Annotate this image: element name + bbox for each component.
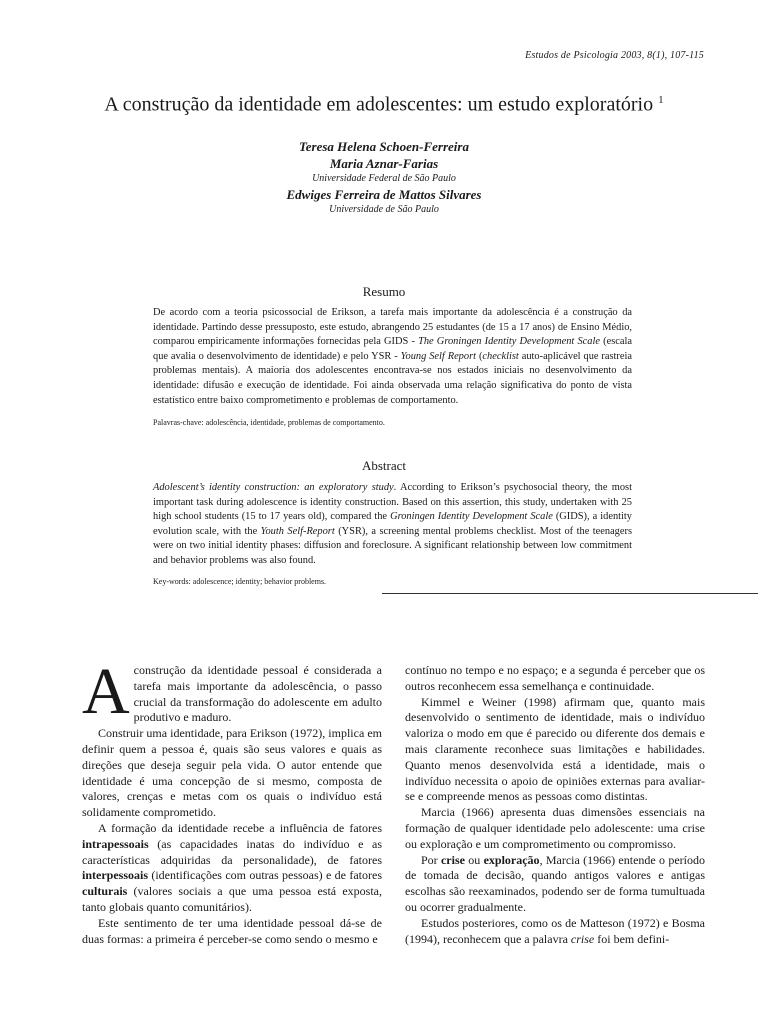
body-text: construção da identidade pessoal é considerada a tarefa mais importante da adolescência, o passo crucial da transformação do adolescente em adulto produtivo e maduro. [133,663,382,725]
resumo-text [153,306,632,408]
abstract-keywords: Key-words: adolescence; identity; behavior problems. [153,577,327,586]
body-paragraph-7: Marcia (1966) apresenta duas dimensões essenciais na formação de qualquer identidade pelo adolescente: uma crise ou exploração e um comprometimento ou compromisso. [405,805,705,851]
author-block [0,138,768,217]
body-paragraph-8 [405,853,705,916]
italic-term-crise: crise [570,931,595,946]
body-text: A formação da identidade recebe a influência de fatores [98,820,382,835]
abstract-text-part: (YSR), a screening mental problems checklist. Most of the teenagers were on two initial identity phases: diffusion and foreclosure. A significant relationship between low commitment and behavior problems was also found. [153,525,632,566]
abstract-text [153,481,632,569]
bold-term-culturais: culturais [82,884,128,899]
abstract-text-part: (GIDS), a identity evolution scale, with the [153,511,632,537]
body-paragraph-6: Kimmel e Weiner (1998) afirmam que, quanto mais desenvolvido o sentimento de identidade, mais o indivíduo valoriza o modo em que é parecido ou diferente dos demais e mais claramente reconhece suas limitações e habilidades. Quanto menos desenvolvida está a identidade, mais o indivíduo necessita o apoio de opiniões externas para avaliar-se e compreende menos as pessoas como distintas. [405,694,705,804]
body-paragraph-5: contínuo no tempo e no espaço; e a segunda é perceber que os outros reconhecem essa semelhança e continuidade. [405,663,705,693]
body-paragraph-1 [82,655,382,728]
article-title [0,88,768,117]
body-text: (identificações com outras pessoas) e de fatores [148,868,382,883]
resumo-gids-name: The Groningen Identity Development Scale [418,336,600,348]
body-text: (as capacidades inatas do indivíduo e as características adquiridas da personalidade), de fatores [82,836,382,867]
author-name-3: Edwiges Ferreira de Mattos Silvares [286,187,482,202]
resumo-text-part: ( [476,350,483,362]
resumo-checklist-word: checklist [482,350,519,362]
author-name-2: Maria Aznar-Farias [329,156,439,171]
author-name-1: Teresa Helena Schoen-Ferreira [299,139,469,154]
body-paragraph-4: Este sentimento de ter uma identidade pessoal dá-se de duas formas: a primeira é perceber-se como sendo o mesmo e [82,915,382,946]
body-column-left [82,655,382,947]
bold-term-exploracao: exploração [483,852,540,867]
section-divider [382,593,758,594]
body-text: , Marcia (1966) entende o período de tomada de decisão, quando antigos valores e antigas escolhas são reexaminados, podendo ser de forma tumultuada ou ocorrer gradualmente. [405,852,705,914]
bold-term-crise: crise [440,852,465,867]
body-column-right [405,663,705,947]
title-footnote-marker: 1 [658,94,664,106]
resumo-text-part: auto-aplicável que rastreia problemas mentais). A maioria dos adolescentes encontrava-se nos estados iniciais no desenvolvimento da identidade: difusão e execução de identidade. Foi ainda observada uma relação significativa do ponto de vista estatístico entre baixo comprometimento e problemas de comportamento. [153,350,633,406]
body-paragraph-9 [405,916,705,948]
author-affiliation-1: Universidade Federal de São Paulo [312,173,456,184]
bold-term-interpessoais: interpessoais [82,868,148,883]
abstract-gids-name: Groningen Identity Development Scale [390,511,553,523]
drop-cap: A [82,655,130,728]
body-text: Por [421,852,441,867]
article-title-text: A construção da identidade em adolescentes: um estudo exploratório [104,93,654,116]
resumo-keywords: Palavras-chave: adolescência, identidade, problemas de comportamento. [153,418,385,427]
body-text: ou [464,852,484,867]
abstract-heading: Abstract [361,458,407,473]
journal-reference: Estudos de Psicologia 2003, 8(1), 107-115 [525,50,704,61]
resumo-ysr-name: Young Self Report [400,350,477,362]
body-text: Estudos posteriores, como os de Matteson (1972) e Bosma (1994), reconhecem que a palavra [405,915,705,946]
author-affiliation-2: Universidade de São Paulo [329,204,439,215]
abstract-ysr-name: Youth Self-Report [260,525,335,537]
abstract-text-part: . According to Erikson’s psychosocial theory, the most important task during adolescence is identity construction. Based on this assertion, this study, undertaken with 25 high school students (15 to 17 years old), compared the [153,482,632,523]
resumo-heading: Resumo [362,284,406,299]
body-paragraph-2: Construir uma identidade, para Erikson (1972), implica em definir quem a pessoa é, quais são seus valores e quais as direções que deseja seguir pela vida. O autor entende que identidade é uma concepção de si mesmo, composta de valores, crenças e metas com os quais o indivíduo está solidamente comprometido. [82,726,382,820]
abstract-english-title: Adolescent’s identity construction: an exploratory study [153,482,394,493]
bold-term-intrapessoais: intrapessoais [82,836,149,851]
resumo-text-part: (escala que avalia o desenvolvimento de identidade) e pelo YSR - [153,336,633,362]
body-paragraph-3 [82,821,382,916]
body-text: (valores sociais a que uma pessoa está exposta, tanto globais quanto comunitários). [82,884,382,914]
resumo-text-part: De acordo com a teoria psicossocial de Erikson, a tarefa mais importante da adolescência é a construção da identidade. Partindo desse pressuposto, este estudo, abrangendo 25 estudantes (de 15 a 17 anos) de Ensino Médio, comparou empiricamente informações fornecidas pela GIDS - [153,307,632,348]
body-text: foi bem defini- [594,931,670,946]
